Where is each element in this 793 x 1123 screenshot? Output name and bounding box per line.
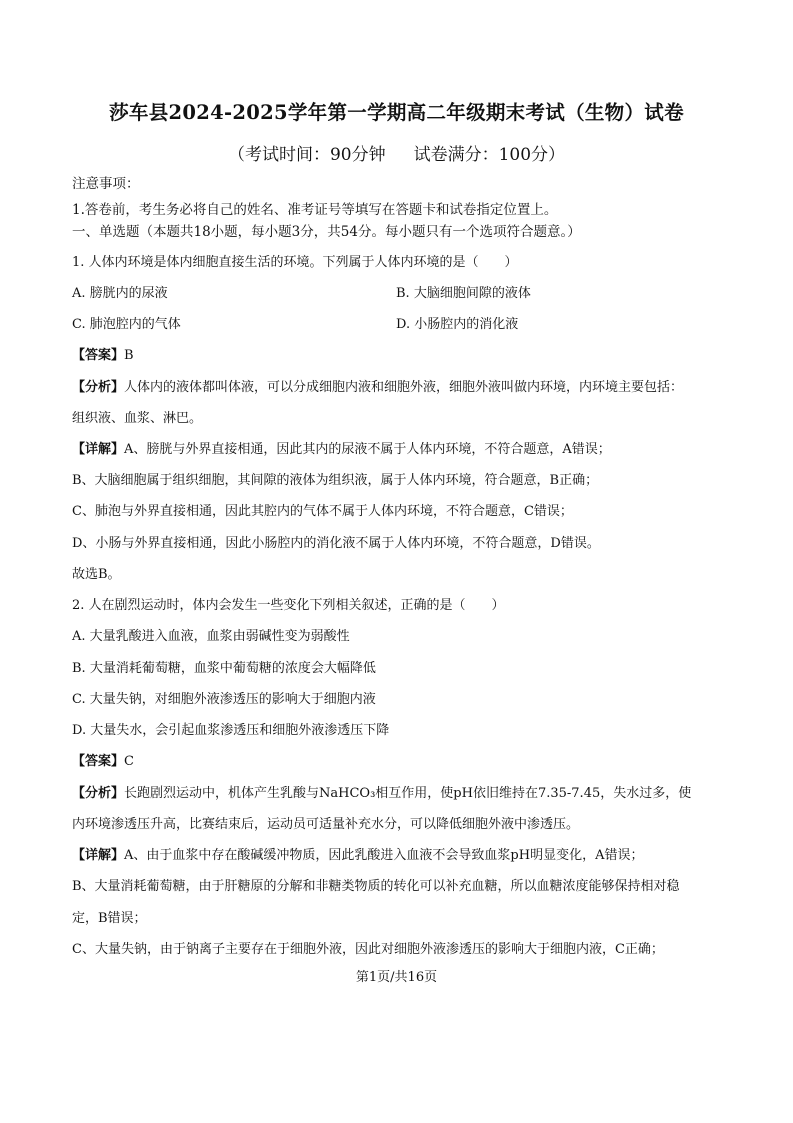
q1-detail-d: D、小肠与外界直接相通，因此小肠腔内的消化液不属于人体内环境，不符合题意，D错误。 xyxy=(72,536,600,551)
q2-option-d: D. 大量失水，会引起血浆渗透压和细胞外液渗透压下降 xyxy=(72,723,390,738)
q1-conclusion: 故选B。 xyxy=(72,567,121,582)
q1-detail-b: B、大脑细胞属于组织细胞，其间隙的液体为组织液，属于人体内环境，符合题意，B正确； xyxy=(72,473,599,488)
notice-item-1: 1.答卷前，考生务必将自己的姓名、准考证号等填写在答题卡和试卷指定位置上。 xyxy=(72,202,558,218)
page-footer: 第1页/共16页 xyxy=(355,970,438,985)
q2-option-b: B. 大量消耗葡萄糖，血浆中葡萄糖的浓度会大幅降低 xyxy=(72,661,376,676)
q2-option-a: A. 大量乳酸进入血液，血浆由弱碱性变为弱酸性 xyxy=(72,629,350,644)
q2-detail-a: 【详解】A、由于血浆中存在酸碱缓冲物质，因此乳酸进入血液不会导致血浆pH明显变化，A错误； xyxy=(72,848,644,863)
exam-title: 莎车县2024-2025学年第一学期高二年级期末考试（生物）试卷 xyxy=(109,101,684,124)
section-tag: 【答案】 xyxy=(72,348,125,363)
q2-stem: 2. 人在剧烈运动时，体内会发生一些变化下列相关叙述，正确的是（ ） xyxy=(72,598,505,613)
q2-detail-b-line-2: 定，B错误； xyxy=(72,911,147,926)
q1-detail-a: 【详解】A、膀胱与外界直接相通，因此其内的尿液不属于人体内环境，不符合题意，A错误； xyxy=(72,442,611,457)
q2-answer: 【答案】C xyxy=(72,754,134,769)
q2-analysis-line-2: 内环境渗透压升高，比赛结束后，运动员可适量补充水分，可以降低细胞外液中渗透压。 xyxy=(72,817,580,832)
notice-heading: 注意事项： xyxy=(72,176,140,192)
section-tag: 【答案】 xyxy=(72,754,125,769)
q1-analysis-line-2: 组织液、血浆、淋巴。 xyxy=(72,411,203,426)
exam-score: 试卷满分：100分） xyxy=(413,145,566,165)
section-tag: 【分析】 xyxy=(72,786,125,801)
q1-detail-c: C、肺泡与外界直接相通，因此其腔内的气体不属于人体内环境，不符合题意，C错误； xyxy=(72,504,573,519)
section-tag: 【详解】 xyxy=(72,442,125,457)
q2-option-c: C. 大量失钠，对细胞外液渗透压的影响大于细胞内液 xyxy=(72,692,376,707)
q2-detail-c: C、大量失钠，由于钠离子主要存在于细胞外液，因此对细胞外液渗透压的影响大于细胞内液，C正确； xyxy=(72,942,664,957)
q1-answer: 【答案】B xyxy=(72,348,134,363)
q1-analysis-line-1: 【分析】人体内的液体都叫体液，可以分成细胞内液和细胞外液，细胞外液叫做内环境，内环境主要包括： xyxy=(72,380,684,395)
exam-subtitle xyxy=(0,140,793,165)
exam-time: （考试时间：90分钟 xyxy=(227,145,386,165)
q2-analysis-line-1: 【分析】长跑剧烈运动中，机体产生乳酸与NaHCO₃相互作用，使pH依旧维持在7.35-7.45，失水过多，使 xyxy=(72,786,692,801)
q1-option-c: C. 肺泡腔内的气体 xyxy=(72,317,181,332)
q1-stem: 1. 人体内环境是体内细胞直接生活的环境。下列属于人体内环境的是（ ） xyxy=(72,255,518,270)
q1-option-d: D. 小肠腔内的消化液 xyxy=(396,317,519,332)
section-tag: 【分析】 xyxy=(72,380,125,395)
q1-option-a: A. 膀胱内的尿液 xyxy=(72,286,168,301)
section-tag: 【详解】 xyxy=(72,848,125,863)
section-heading: 一、单选题（本题共18小题，每小题3分，共54分。每小题只有一个选项符合题意。） xyxy=(72,224,581,240)
q1-option-b: B. 大脑细胞间隙的液体 xyxy=(396,286,531,301)
q2-detail-b-line-1: B、大量消耗葡萄糖，由于肝糖原的分解和非糖类物质的转化可以补充血糖，所以血糖浓度能够保持相对稳 xyxy=(72,879,680,894)
